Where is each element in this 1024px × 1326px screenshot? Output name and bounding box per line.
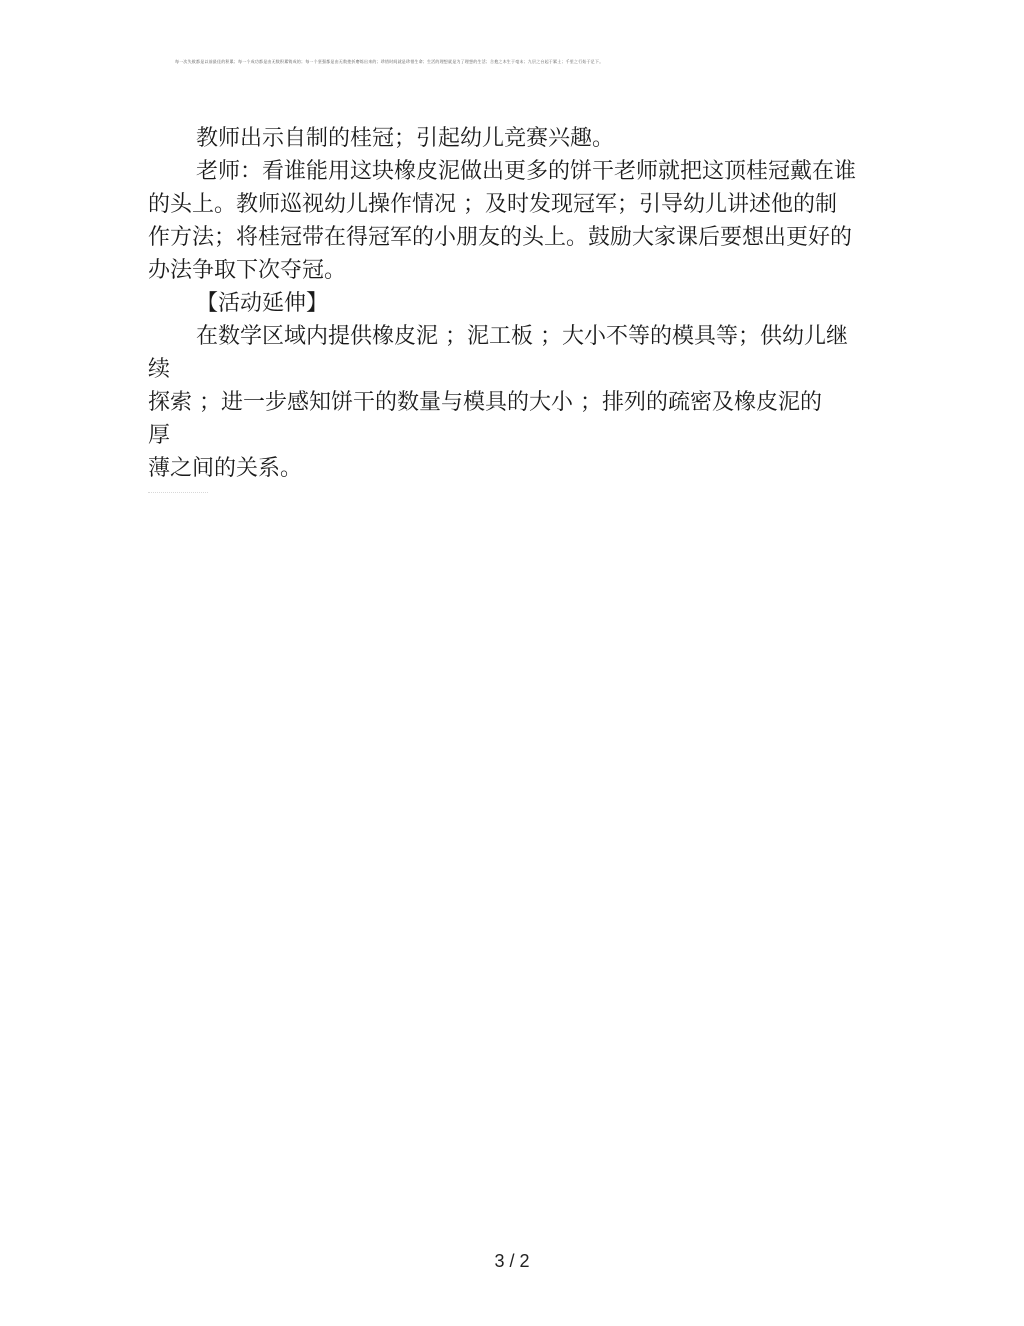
extension-line: 在数学区域内提供橡皮泥 ；泥工板 ；大小不等的模具等；供幼儿继 [196,324,848,349]
page-number: 3 / 2 [494,1251,530,1271]
extension-line: 探索 ；进一步感知饼干的数量与模具的大小 ；排列的疏密及橡皮泥的 [148,390,822,415]
extension-line: 厚 [148,423,171,448]
extension-line: 薄之间的关系。 [148,456,303,481]
header-note: 每一次失败都是以前最佳的积累；每一个成功都是由无数积累铸成的；每一个坚强都是由无数挫折磨练出来的；珍惜时间就是珍惜生命；生活的理想就是为了理想的生活；合抱之木生于毫末；九层之台起于累土；千里之行始于足下。 [175,59,604,64]
section-heading-activity-extension: 【活动延伸】 [196,291,329,316]
faint-divider [148,492,208,494]
paragraph-crown-intro: 教师出示自制的桂冠；引起幼儿竞赛兴趣。 [196,126,615,151]
document-body [148,122,858,485]
extension-line: 续 [148,357,171,382]
paragraph-teacher-speech: 老师：看谁能用这块橡皮泥做出更多的饼干老师就把这顶桂冠戴在谁的头上。教师巡视幼儿操作情况 ；及时发现冠军；引导幼儿讲述他的制作方法；将桂冠带在得冠军的小朋友的头上。鼓励大家课后要想出更好的办法争取下次夺冠。 [148,159,857,283]
